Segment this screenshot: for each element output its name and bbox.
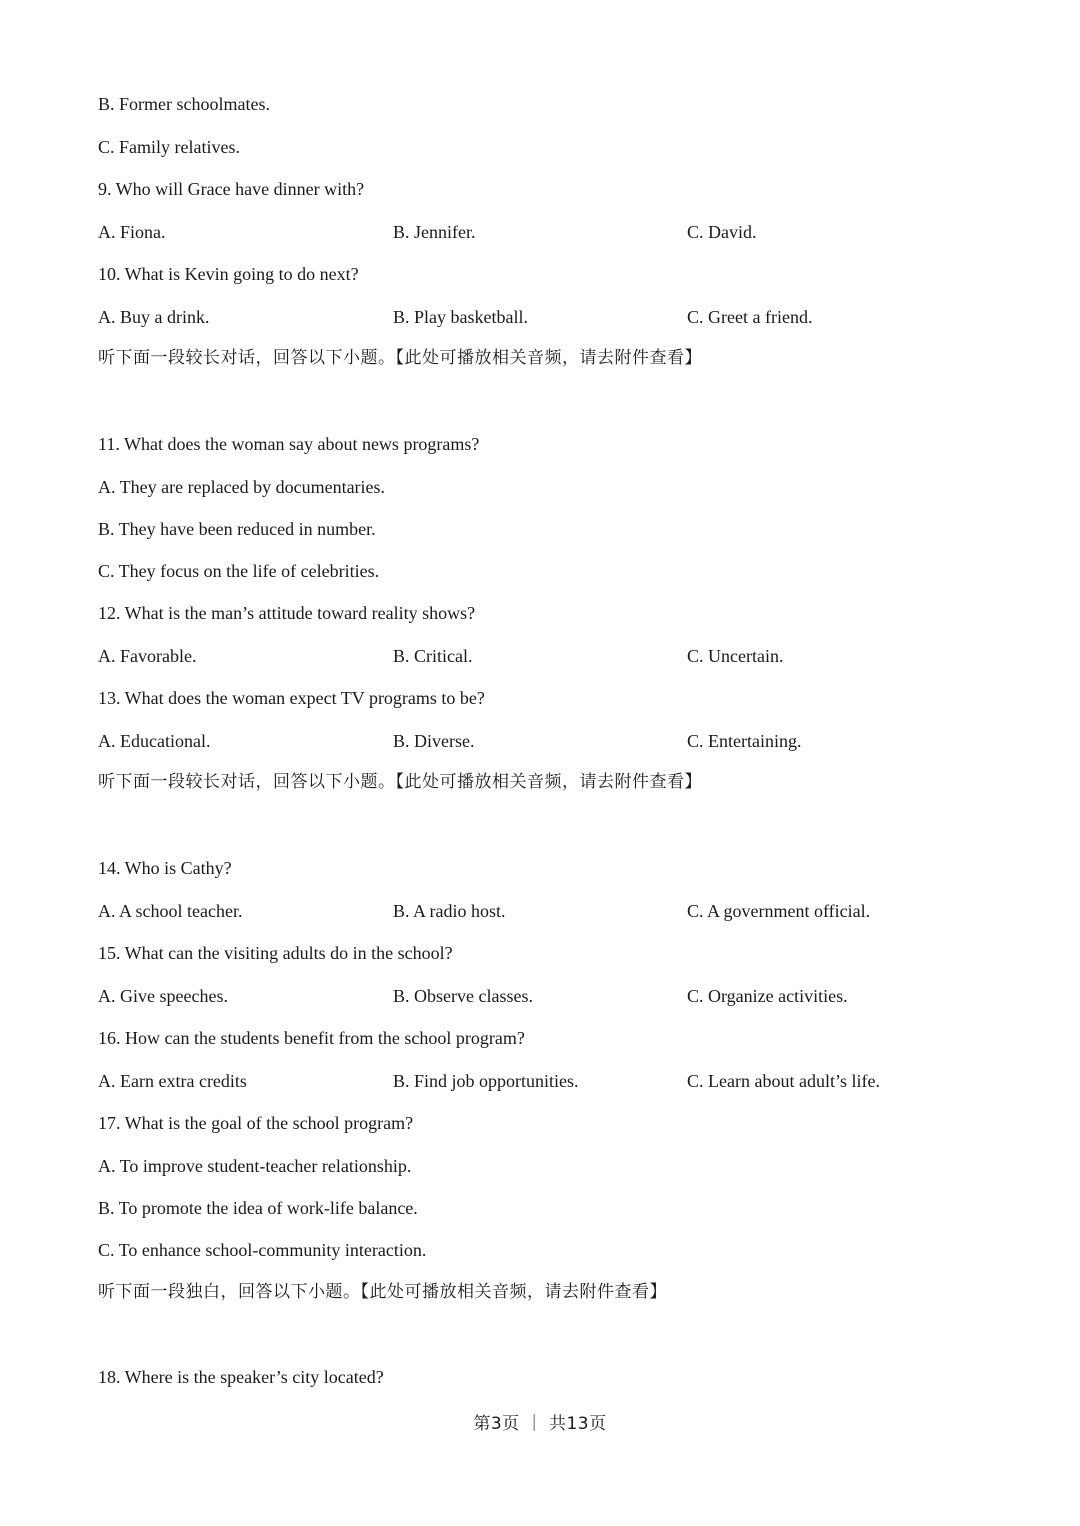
section-instruction-1: 听下面一段较长对话，回答以下小题。【此处可播放相关音频，请去附件查看】 <box>98 348 702 368</box>
question-14: 14. Who is Cathy? <box>98 858 232 878</box>
question-11: 11. What does the woman say about news programs? <box>98 434 480 454</box>
question-16: 16. How can the students benefit from the school program? <box>98 1028 525 1048</box>
q9-option-c: C. David. <box>687 222 757 242</box>
q15-option-a: A. Give speeches. <box>98 986 228 1006</box>
question-9: 9. Who will Grace have dinner with? <box>98 179 365 199</box>
q15-option-c: C. Organize activities. <box>687 986 848 1006</box>
q12-option-a: A. Favorable. <box>98 646 197 666</box>
q11-option-c: C. They focus on the life of celebrities. <box>98 561 380 581</box>
section-instruction-3: 听下面一段独白，回答以下小题。【此处可播放相关音频，请去附件查看】 <box>98 1282 667 1302</box>
q12-option-c: C. Uncertain. <box>687 646 784 666</box>
q11-option-a: A. They are replaced by documentaries. <box>98 477 386 497</box>
question-13: 13. What does the woman expect TV programs to be? <box>98 688 485 708</box>
question-12: 12. What is the man’s attitude toward reality shows? <box>98 603 476 623</box>
question-15: 15. What can the visiting adults do in the school? <box>98 943 453 963</box>
q16-option-a: A. Earn extra credits <box>98 1071 247 1091</box>
q10-option-c: C. Greet a friend. <box>687 307 813 327</box>
section-instruction-2: 听下面一段较长对话，回答以下小题。【此处可播放相关音频，请去附件查看】 <box>98 772 702 792</box>
q13-option-a: A. Educational. <box>98 731 211 751</box>
option-b-line: B. Former schoolmates. <box>98 94 270 114</box>
question-17: 17. What is the goal of the school program? <box>98 1113 414 1133</box>
q14-option-c: C. A government official. <box>687 901 871 921</box>
option-c-line: C. Family relatives. <box>98 137 240 157</box>
q17-option-c: C. To enhance school-community interaction. <box>98 1240 427 1260</box>
q11-option-b: B. They have been reduced in number. <box>98 519 376 539</box>
q10-option-a: A. Buy a drink. <box>98 307 210 327</box>
q17-option-a: A. To improve student-teacher relationship. <box>98 1156 412 1176</box>
q14-option-a: A. A school teacher. <box>98 901 243 921</box>
q14-option-b: B. A radio host. <box>393 901 506 921</box>
q13-option-b: B. Diverse. <box>393 731 475 751</box>
q16-option-c: C. Learn about adult’s life. <box>687 1071 880 1091</box>
q15-option-b: B. Observe classes. <box>393 986 533 1006</box>
q16-option-b: B. Find job opportunities. <box>393 1071 579 1091</box>
q17-option-b: B. To promote the idea of work-life balance. <box>98 1198 418 1218</box>
q10-option-b: B. Play basketball. <box>393 307 528 327</box>
question-18: 18. Where is the speaker’s city located? <box>98 1367 384 1387</box>
q12-option-b: B. Critical. <box>393 646 473 666</box>
q9-option-b: B. Jennifer. <box>393 222 476 242</box>
q9-option-a: A. Fiona. <box>98 222 166 242</box>
page-footer: 第3页 ｜ 共13页 <box>473 1414 607 1434</box>
q13-option-c: C. Entertaining. <box>687 731 802 751</box>
question-10: 10. What is Kevin going to do next? <box>98 264 359 284</box>
